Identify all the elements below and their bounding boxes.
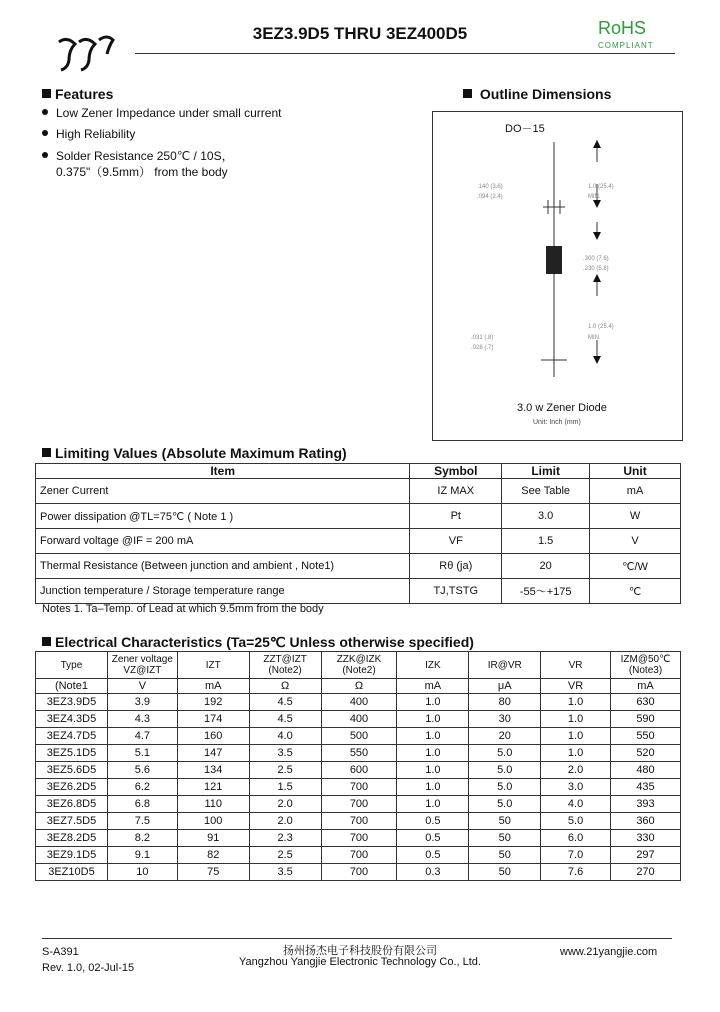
table-cell: 4.7 — [107, 728, 177, 745]
table-cell: 2.3 — [249, 830, 321, 847]
table-cell: 4.0 — [541, 796, 611, 813]
table-cell: 121 — [177, 779, 249, 796]
footer-divider — [42, 938, 672, 939]
outline-drawing-frame — [432, 111, 683, 441]
table-cell: 700 — [321, 796, 397, 813]
table-cell: 1.0 — [397, 762, 469, 779]
table-cell: IZT — [177, 652, 249, 679]
table-cell: 10 — [107, 864, 177, 881]
table-cell: 1.0 — [397, 779, 469, 796]
table-cell: IZK — [397, 652, 469, 679]
column-header: Limit — [502, 464, 590, 479]
table-cell: Junction temperature / Storage temperature range — [36, 579, 410, 604]
table-cell: 2.5 — [249, 847, 321, 864]
table-cell: μA — [469, 679, 541, 694]
table-cell: V — [107, 679, 177, 694]
outline-heading: Outline Dimensions — [463, 86, 611, 102]
table-cell: Ω — [321, 679, 397, 694]
table-cell: 3EZ7.5D5 — [36, 813, 108, 830]
table-cell: Type — [36, 652, 108, 679]
column-header: Item — [36, 464, 410, 479]
table-cell: 3.5 — [249, 864, 321, 881]
bullet-icon — [42, 130, 48, 136]
table-cell: 7.5 — [107, 813, 177, 830]
table-cell: 700 — [321, 813, 397, 830]
table-cell: 1.0 — [397, 711, 469, 728]
table-cell: 4.5 — [249, 694, 321, 711]
table-row — [36, 830, 681, 847]
table-cell: 1.0 — [541, 728, 611, 745]
do15-package-drawing — [433, 112, 682, 440]
table-cell: 393 — [610, 796, 680, 813]
table-cell: W — [590, 504, 681, 529]
electrical-heading: Electrical Characteristics (Ta=25℃ Unless otherwise specified) — [42, 634, 474, 651]
table-cell: 5.0 — [469, 745, 541, 762]
column-header: Symbol — [410, 464, 502, 479]
table-row — [36, 504, 681, 529]
table-cell: 630 — [610, 694, 680, 711]
features-heading: Features — [42, 86, 113, 102]
table-cell: 0.5 — [397, 830, 469, 847]
table-cell: 2.0 — [541, 762, 611, 779]
table-cell: IR@VR — [469, 652, 541, 679]
table-cell: 3EZ4.3D5 — [36, 711, 108, 728]
dim-lead-dia-max: .140 (3.6) — [477, 184, 503, 190]
table-cell: 91 — [177, 830, 249, 847]
table-cell: 3.0 — [502, 504, 590, 529]
table-cell: 110 — [177, 796, 249, 813]
package-label: DO－15 — [505, 123, 545, 135]
table-cell: 30 — [469, 711, 541, 728]
table-cell: 1.0 — [397, 796, 469, 813]
table-cell: 1.0 — [541, 711, 611, 728]
header-divider — [135, 53, 675, 54]
table-cell: 700 — [321, 864, 397, 881]
table-units-row — [36, 679, 681, 694]
table-cell: Zener voltage VZ@IZT — [107, 652, 177, 679]
table-header-row — [36, 464, 681, 479]
table-cell: See Table — [502, 479, 590, 504]
table-cell: 20 — [469, 728, 541, 745]
table-cell: V — [590, 529, 681, 554]
table-row — [36, 694, 681, 711]
table-cell: 3EZ3.9D5 — [36, 694, 108, 711]
dim-min-bot: MIN. — [588, 335, 601, 341]
table-cell: Zener Current — [36, 479, 410, 504]
document-title: 3EZ3.9D5 THRU 3EZ400D5 — [252, 24, 468, 43]
table-cell: VR — [541, 679, 611, 694]
table-cell: 8.2 — [107, 830, 177, 847]
table-cell: 3EZ8.2D5 — [36, 830, 108, 847]
table-row — [36, 813, 681, 830]
table-row — [36, 579, 681, 604]
table-cell: 0.3 — [397, 864, 469, 881]
table-cell: Forward voltage @IF = 200 mA — [36, 529, 410, 554]
table-cell: 9.1 — [107, 847, 177, 864]
table-cell: ZZK@IZK (Note2) — [321, 652, 397, 679]
table-cell: 1.0 — [541, 694, 611, 711]
dim-min-top: MIN. — [588, 194, 601, 200]
table-cell: 700 — [321, 830, 397, 847]
table-cell: 270 — [610, 864, 680, 881]
table-cell: 400 — [321, 711, 397, 728]
table-cell: 7.0 — [541, 847, 611, 864]
dim-lead-len-bot: 1.0 (25.4) — [588, 324, 614, 330]
square-bullet-icon — [42, 89, 51, 98]
table-cell: 50 — [469, 847, 541, 864]
table-cell: 3EZ5.6D5 — [36, 762, 108, 779]
company-name-en: Yangzhou Yangjie Electronic Technology Co., Ltd. — [239, 956, 481, 968]
table-cell: VR — [541, 652, 611, 679]
table-cell: 1.0 — [397, 728, 469, 745]
electrical-characteristics-table — [35, 651, 681, 881]
bullet-icon — [42, 109, 48, 115]
feature-item: Low Zener Impedance under small current — [42, 106, 281, 120]
table-row — [36, 529, 681, 554]
company-website[interactable]: www.21yangjie.com — [560, 946, 658, 958]
table-cell: Rθ (ja) — [410, 554, 502, 579]
table-cell: 82 — [177, 847, 249, 864]
feature-item: Solder Resistance 250℃ / 10S， — [42, 147, 234, 164]
table-cell: 6.2 — [107, 779, 177, 796]
table-cell: 192 — [177, 694, 249, 711]
dim-lead-len-top: 1.0 (25.4) — [588, 184, 614, 190]
table-cell: TJ,TSTG — [410, 579, 502, 604]
table-cell: 1.5 — [502, 529, 590, 554]
dim-body-min: .230 (5.8) — [583, 266, 609, 272]
table-cell: 2.5 — [249, 762, 321, 779]
table-cell: 500 — [321, 728, 397, 745]
table-cell: 50 — [469, 813, 541, 830]
table-cell: 700 — [321, 779, 397, 796]
table-cell: 160 — [177, 728, 249, 745]
table-cell: 0.5 — [397, 813, 469, 830]
square-bullet-icon — [42, 448, 51, 457]
table-cell: mA — [397, 679, 469, 694]
table-cell: 1.0 — [541, 745, 611, 762]
table-cell: 3EZ6.8D5 — [36, 796, 108, 813]
table-cell: 147 — [177, 745, 249, 762]
table-cell: VF — [410, 529, 502, 554]
table-cell: 3.9 — [107, 694, 177, 711]
table-cell: 5.0 — [469, 762, 541, 779]
table-cell: 1.0 — [397, 694, 469, 711]
table-cell: Ω — [249, 679, 321, 694]
table-cell: 174 — [177, 711, 249, 728]
table-cell: 435 — [610, 779, 680, 796]
table-cell: 600 — [321, 762, 397, 779]
table-cell: 3EZ9.1D5 — [36, 847, 108, 864]
rohs-mark: RoHS — [598, 18, 647, 38]
limiting-note: Notes 1. Ta–Temp. of Lead at which 9.5mm from the body — [42, 603, 324, 615]
column-header: Unit — [590, 464, 681, 479]
bullet-icon — [42, 152, 48, 158]
table-header-row — [36, 652, 681, 679]
table-cell: Thermal Resistance (Between junction and ambient , Note1) — [36, 554, 410, 579]
table-cell: 3EZ4.7D5 — [36, 728, 108, 745]
table-row — [36, 479, 681, 504]
table-cell: Pt — [410, 504, 502, 529]
table-row — [36, 711, 681, 728]
revision-date: Rev. 1.0, 02-Jul-15 — [42, 962, 135, 974]
table-cell: 520 — [610, 745, 680, 762]
rohs-compliant-label: COMPLIANT — [598, 41, 654, 50]
square-bullet-icon — [463, 89, 472, 98]
feature-item: High Reliability — [42, 127, 135, 141]
table-cell: 75 — [177, 864, 249, 881]
table-cell: 700 — [321, 847, 397, 864]
table-cell: 1.0 — [397, 745, 469, 762]
table-cell: Power dissipation @TL=75℃ ( Note 1 ) — [36, 504, 410, 529]
table-cell: ℃/W — [590, 554, 681, 579]
table-cell: mA — [177, 679, 249, 694]
table-row — [36, 745, 681, 762]
table-cell: 20 — [502, 554, 590, 579]
dim-wire-max: .031 (.8) — [471, 335, 494, 341]
table-cell: IZM@50℃ (Note3) — [610, 652, 680, 679]
table-cell: 100 — [177, 813, 249, 830]
table-cell: 550 — [610, 728, 680, 745]
table-cell: 4.3 — [107, 711, 177, 728]
table-cell: 480 — [610, 762, 680, 779]
diode-body — [546, 246, 562, 274]
table-row — [36, 796, 681, 813]
table-cell: 3EZ5.1D5 — [36, 745, 108, 762]
table-cell: 5.0 — [541, 813, 611, 830]
table-cell: 2.0 — [249, 813, 321, 830]
table-row — [36, 779, 681, 796]
dim-lead-dia-min: .094 (2.4) — [477, 194, 503, 200]
table-cell: (Note1 — [36, 679, 108, 694]
table-cell: 360 — [610, 813, 680, 830]
table-cell: 50 — [469, 830, 541, 847]
limiting-heading: Limiting Values (Absolute Maximum Rating) — [42, 445, 347, 461]
table-cell: 1.5 — [249, 779, 321, 796]
table-cell: 134 — [177, 762, 249, 779]
table-cell: 5.6 — [107, 762, 177, 779]
table-cell: 7.6 — [541, 864, 611, 881]
table-row — [36, 847, 681, 864]
table-cell: 3EZ6.2D5 — [36, 779, 108, 796]
table-cell: 80 — [469, 694, 541, 711]
table-row — [36, 554, 681, 579]
table-cell: 3.5 — [249, 745, 321, 762]
table-cell: 297 — [610, 847, 680, 864]
dim-wire-min: .028 (.7) — [471, 345, 494, 351]
table-cell: 5.0 — [469, 779, 541, 796]
table-cell: 5.0 — [469, 796, 541, 813]
table-cell: mA — [610, 679, 680, 694]
outline-caption: 3.0 w Zener Diode — [517, 402, 607, 414]
table-cell: mA — [590, 479, 681, 504]
table-cell: -55～+175 — [502, 579, 590, 604]
square-bullet-icon — [42, 637, 51, 646]
table-cell: 3EZ10D5 — [36, 864, 108, 881]
table-cell: 50 — [469, 864, 541, 881]
table-row — [36, 864, 681, 881]
table-cell: 0.5 — [397, 847, 469, 864]
table-cell: 590 — [610, 711, 680, 728]
outline-units: Unit: Inch (mm) — [533, 419, 581, 426]
table-row — [36, 728, 681, 745]
table-cell: 330 — [610, 830, 680, 847]
limiting-values-table — [35, 463, 681, 604]
table-cell: 4.5 — [249, 711, 321, 728]
table-cell: ℃ — [590, 579, 681, 604]
document-number: S-A391 — [42, 946, 79, 958]
table-cell: 6.8 — [107, 796, 177, 813]
table-cell: ZZT@IZT (Note2) — [249, 652, 321, 679]
table-cell: 550 — [321, 745, 397, 762]
table-cell: IZ MAX — [410, 479, 502, 504]
feature-item-continuation: 0.375"（9.5mm） from the body — [56, 165, 228, 179]
table-cell: 6.0 — [541, 830, 611, 847]
dim-body-max: .300 (7.6) — [583, 256, 609, 262]
company-name-cn: 扬州扬杰电子科技股份有限公司 — [283, 945, 437, 957]
table-cell: 5.1 — [107, 745, 177, 762]
table-row — [36, 762, 681, 779]
table-cell: 2.0 — [249, 796, 321, 813]
table-cell: 400 — [321, 694, 397, 711]
table-cell: 3.0 — [541, 779, 611, 796]
table-cell: 4.0 — [249, 728, 321, 745]
